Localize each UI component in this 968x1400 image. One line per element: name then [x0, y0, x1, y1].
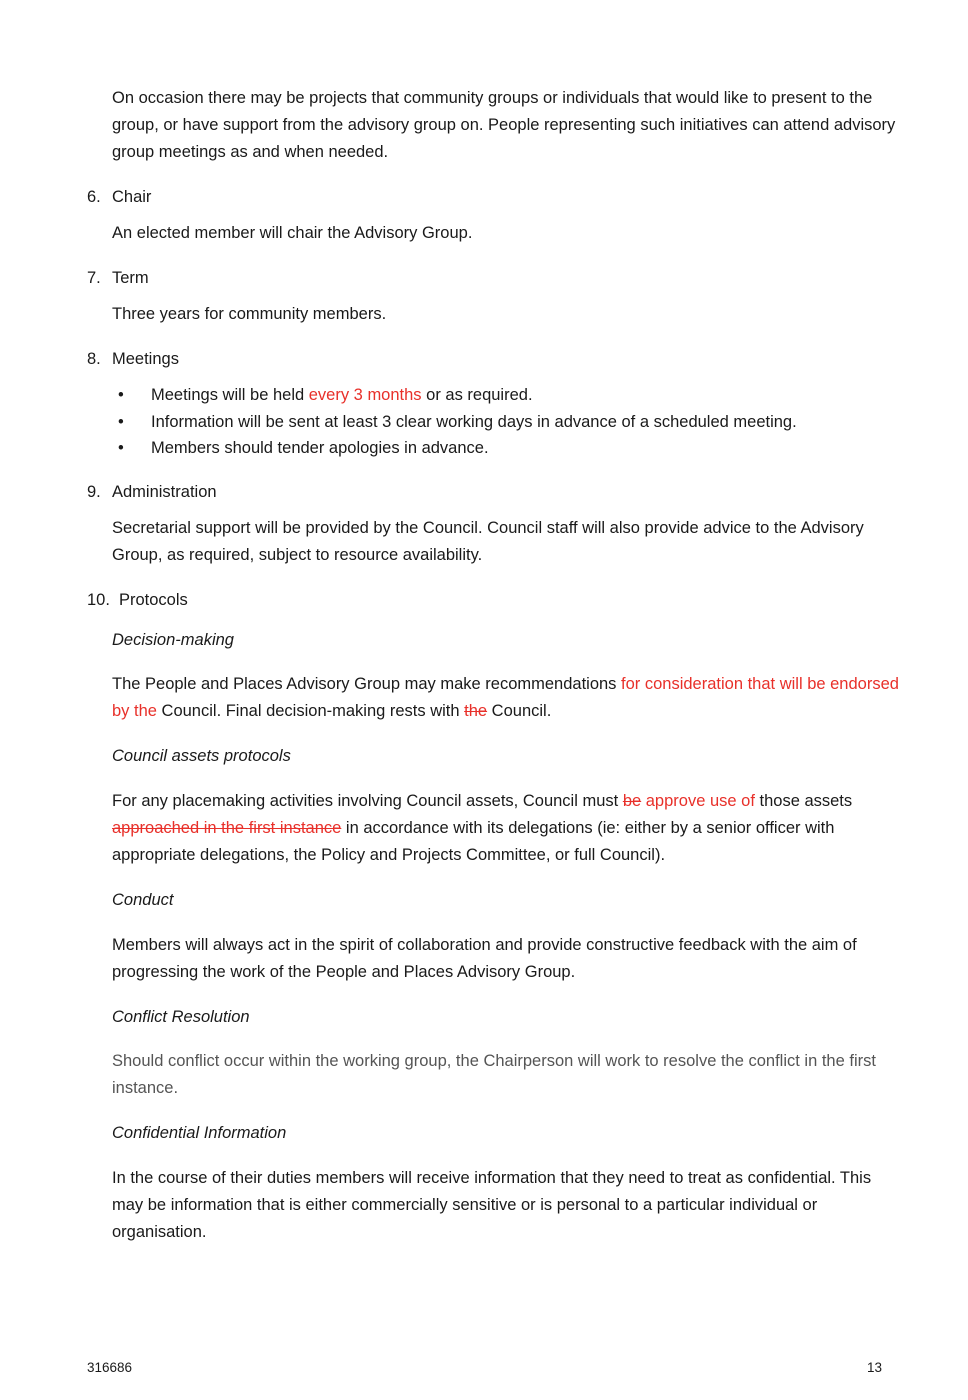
tracked-insertion: approve use of — [641, 792, 755, 810]
bullet-icon: • — [118, 412, 124, 431]
section-number: 10. — [87, 591, 110, 609]
footer-page-number: 13 — [866, 1360, 882, 1375]
section-title: Administration — [112, 483, 217, 501]
list-item: • Members should tender apologies in advance. — [112, 435, 797, 462]
subheading-decision-making: Decision-making — [112, 631, 234, 649]
confidential-information-body: In the course of their duties members will receive information that they need to treat as confidential. This may be information that is either commercially sensitive or is personal to a particular individual or organisation. — [112, 1169, 872, 1241]
section-number: 9. — [87, 483, 101, 501]
section-title: Term — [112, 269, 149, 287]
intro-paragraph: On occasion there may be projects that community groups or individuals that would like to present to the group, or have support from the advisory group on. People representing such initiatives can attend advisory group meetings as and when needed. — [112, 89, 896, 161]
tracked-deletion: the — [464, 702, 488, 720]
footer-document-id: 316686 — [87, 1360, 133, 1375]
conflict-resolution-body: Should conflict occur within the working group, the Chairperson will work to resolve the conflict in the first instance. — [112, 1052, 876, 1097]
subheading-conflict-resolution: Conflict Resolution — [112, 1008, 250, 1026]
section-heading-term — [87, 265, 149, 292]
conduct-body: Members will always act in the spirit of collaboration and provide constructive feedback with the aim of progressing the work of the People and Places Advisory Group. — [112, 936, 857, 981]
section-number: 8. — [87, 350, 101, 368]
section-heading-meetings — [87, 346, 179, 373]
administration-body: Secretarial support will be provided by the Council. Council staff will also provide advice to the Advisory Group, as required, subject to resource availability. — [112, 519, 864, 564]
list-item: • Information will be sent at least 3 clear working days in advance of a scheduled meeting. — [112, 409, 797, 436]
section-heading-chair — [87, 184, 151, 211]
tracked-insertion: for consideration that will be endorsed by the — [112, 675, 899, 720]
subheading-confidential-information: Confidential Information — [112, 1124, 287, 1142]
section-number: 7. — [87, 269, 101, 287]
council-assets-body: For any placemaking activities involving Council assets, Council must be approve use of those assets approached in the first instance in accordance with its delegations (ie: either by a senior officer with appropriate delegations, the Policy and Projects Committee, or full Council). — [112, 792, 853, 864]
section-number: 6. — [87, 188, 101, 206]
section-heading-administration — [87, 479, 217, 506]
section-title: Chair — [112, 188, 152, 206]
bullet-icon: • — [118, 386, 124, 404]
meetings-bullet-list — [112, 382, 797, 462]
decision-making-body: The People and Places Advisory Group may make recommendations for consideration that will be endorsed by the Council. Final decision-making rests with the Council. — [112, 675, 899, 720]
subheading-council-assets: Council assets protocols — [112, 747, 291, 765]
list-item: • Meetings will be held every 3 months or as required. — [112, 382, 797, 409]
chair-body: An elected member will chair the Advisory Group. — [112, 224, 473, 242]
section-title: Protocols — [119, 591, 188, 609]
tracked-deletion: be — [622, 792, 642, 810]
term-body: Three years for community members. — [112, 305, 387, 323]
section-heading-protocols — [87, 587, 188, 614]
tracked-insertion: every 3 months — [308, 386, 422, 404]
tracked-deletion: approached in the first instance — [112, 819, 342, 837]
subheading-conduct: Conduct — [112, 891, 174, 909]
bullet-icon: • — [118, 439, 124, 457]
section-title: Meetings — [112, 350, 179, 368]
